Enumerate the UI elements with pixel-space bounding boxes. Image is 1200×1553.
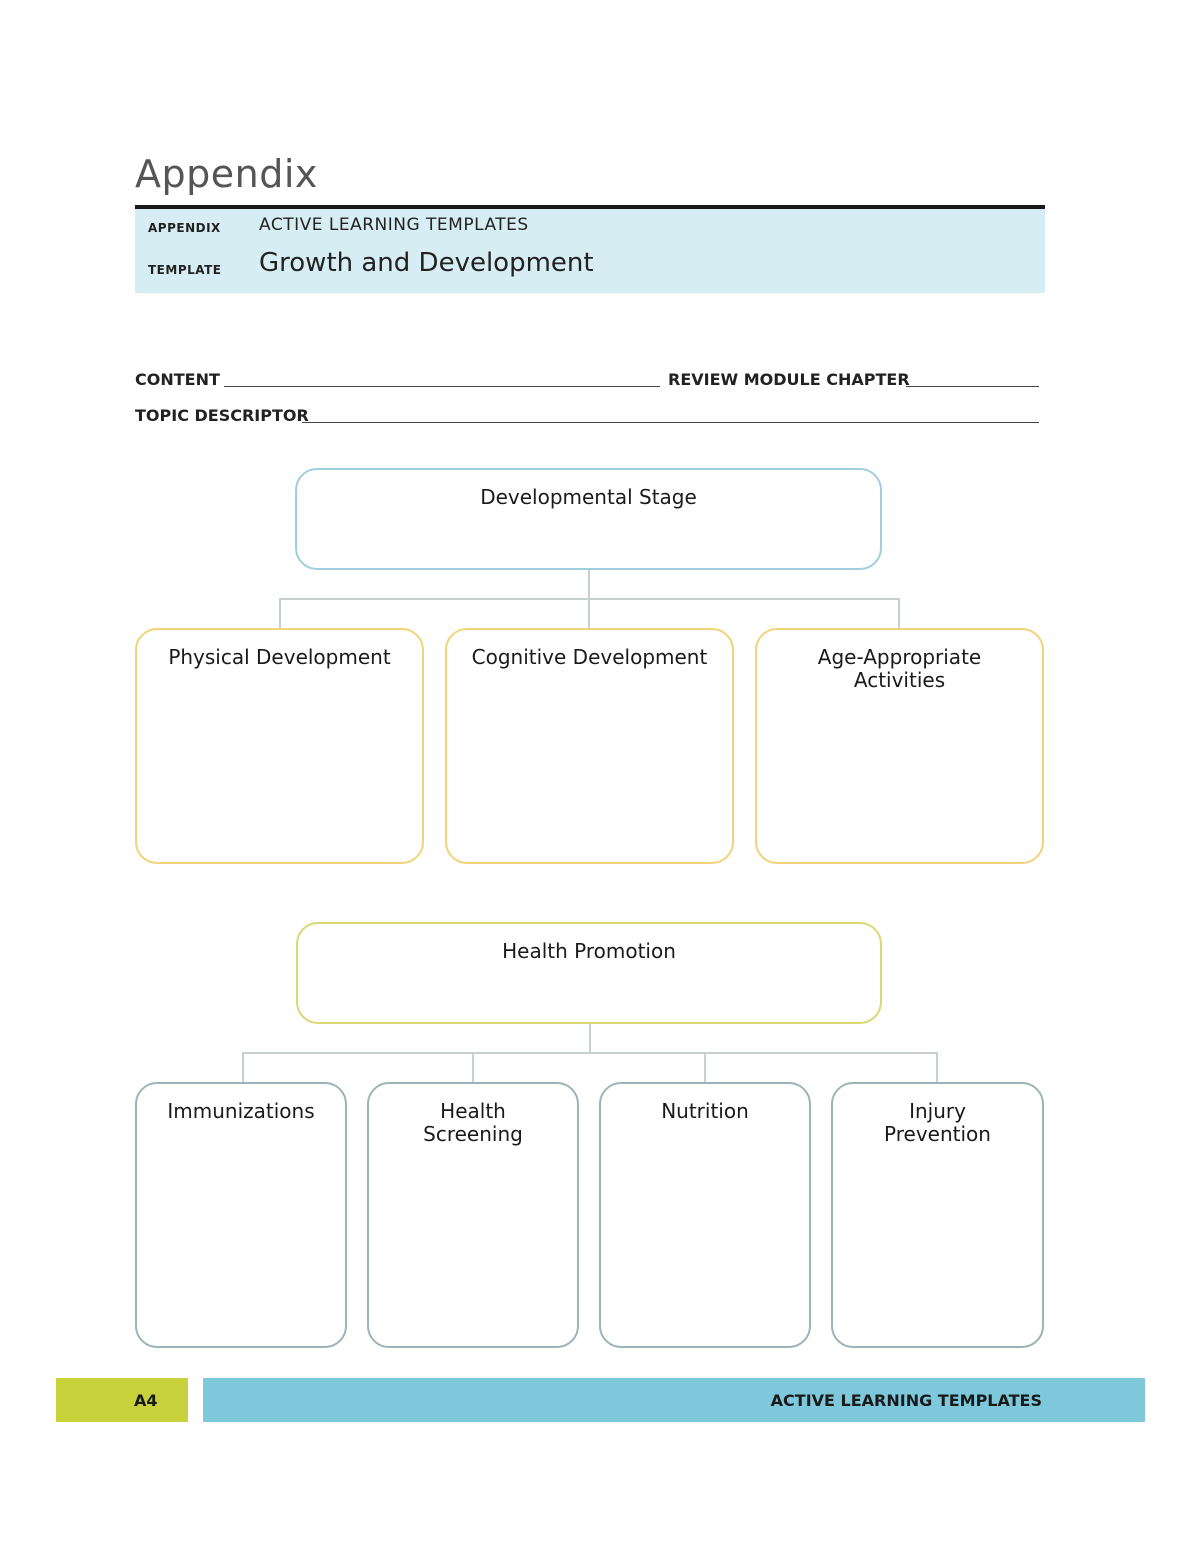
- physical-development-label: Physical Development: [168, 645, 391, 669]
- template-label: TEMPLATE: [148, 263, 222, 277]
- cognitive-development-box[interactable]: [445, 628, 734, 864]
- physical-development-box[interactable]: [135, 628, 424, 864]
- injury-prevention-label: [833, 1100, 1042, 1146]
- nutrition-box[interactable]: [599, 1082, 811, 1348]
- age-appropriate-activities-box[interactable]: [755, 628, 1044, 864]
- injury-prevention-label-line1: Injury: [909, 1099, 966, 1123]
- injury-prevention-box[interactable]: [831, 1082, 1044, 1348]
- connector-drop: [242, 1052, 244, 1082]
- activities-label-line1: Age-Appropriate: [817, 645, 982, 669]
- content-field[interactable]: [224, 386, 660, 387]
- health-screening-label: [369, 1100, 577, 1146]
- activities-label: [757, 646, 1042, 692]
- health-promotion-box[interactable]: [296, 922, 882, 1024]
- appendix-label: APPENDIX: [148, 221, 221, 235]
- connector-stem: [588, 570, 590, 599]
- health-promotion-label: Health Promotion: [502, 939, 676, 963]
- developmental-stage-box[interactable]: [295, 468, 882, 570]
- connector-drop: [588, 598, 590, 628]
- connector-drop: [898, 598, 900, 628]
- connector-drop: [936, 1052, 938, 1082]
- health-screening-label-line1: Health: [440, 1099, 506, 1123]
- page-title: Appendix: [135, 152, 318, 196]
- page-number: A4: [134, 1391, 158, 1410]
- topic-label: TOPIC DESCRIPTOR: [135, 406, 309, 425]
- nutrition-label: Nutrition: [661, 1099, 749, 1123]
- footer-page-tab: [56, 1378, 188, 1422]
- health-screening-box[interactable]: [367, 1082, 579, 1348]
- content-label: CONTENT: [135, 370, 220, 389]
- connector-drop: [704, 1052, 706, 1082]
- connector-stem: [589, 1024, 591, 1053]
- developmental-stage-label: Developmental Stage: [480, 485, 697, 509]
- topic-field[interactable]: [302, 422, 1039, 423]
- chapter-field[interactable]: [906, 386, 1039, 387]
- immunizations-label: Immunizations: [167, 1099, 315, 1123]
- template-name: Growth and Development: [259, 248, 594, 278]
- connector-bar: [242, 1052, 938, 1054]
- injury-prevention-label-line2: Prevention: [884, 1122, 991, 1146]
- connector-drop: [279, 598, 281, 628]
- connector-drop: [472, 1052, 474, 1082]
- immunizations-box[interactable]: [135, 1082, 347, 1348]
- chapter-label: REVIEW MODULE CHAPTER: [668, 370, 910, 389]
- footer-title: ACTIVE LEARNING TEMPLATES: [770, 1391, 1042, 1410]
- health-screening-label-line2: Screening: [423, 1122, 523, 1146]
- cognitive-development-label: Cognitive Development: [471, 645, 708, 669]
- appendix-value: ACTIVE LEARNING TEMPLATES: [259, 215, 529, 235]
- activities-label-line2: Activities: [853, 668, 946, 692]
